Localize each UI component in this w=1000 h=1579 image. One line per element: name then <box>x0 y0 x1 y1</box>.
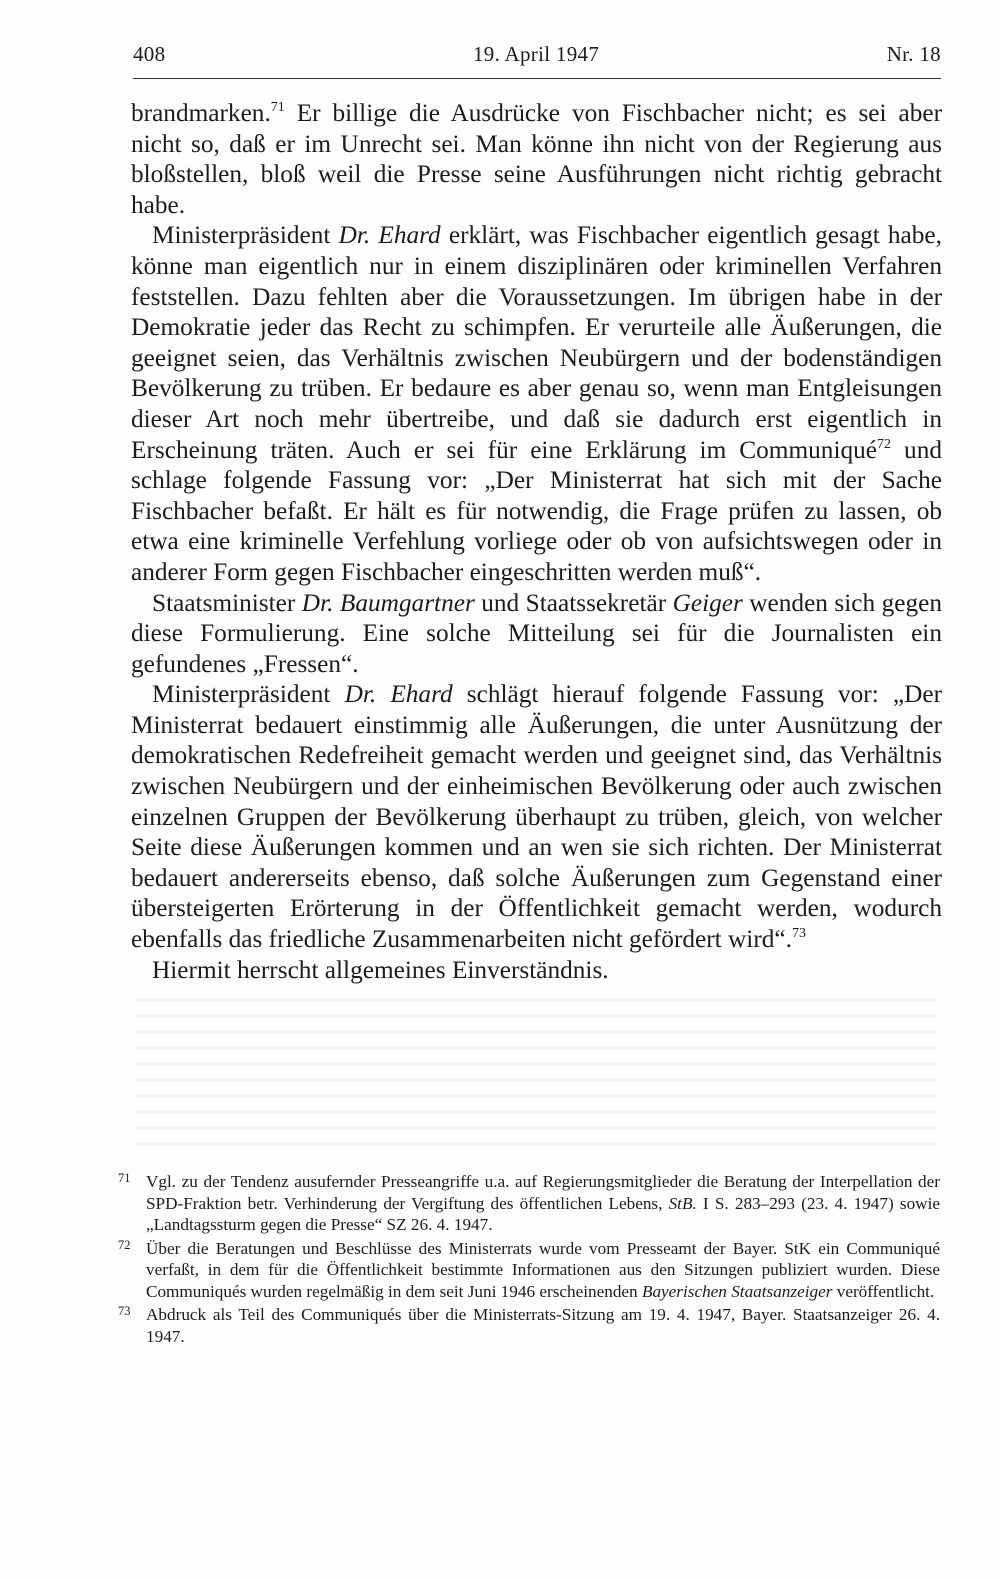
footnote-number: 71 <box>118 1171 131 1185</box>
text-run: Hiermit herrscht allgemeines Einverständnis. <box>152 955 609 984</box>
paragraph <box>131 220 942 587</box>
text-run: I S. 283–293 (23. 4. 1947) sowie „Landtagssturm gegen die Presse“ SZ 26. 4. 1947. <box>146 1193 940 1234</box>
italic-name: Dr. Ehard <box>338 221 441 250</box>
text-run: Ministerpräsident <box>152 221 339 250</box>
paragraph <box>131 679 942 954</box>
footnote-text <box>146 1239 940 1301</box>
footnote <box>118 1238 940 1303</box>
footnotes <box>118 1171 940 1349</box>
header-rule <box>133 78 941 79</box>
text-run: wenden sich gegen diese Formulierung. Eine solche Mitteilung sei für die Journalisten ein gefundenes „Fressen“. <box>131 588 942 678</box>
body-text <box>131 98 942 985</box>
header-document-number: Nr. 18 <box>886 42 941 66</box>
footnote-reference: 71 <box>270 100 285 115</box>
paragraph <box>131 955 942 986</box>
footnote-reference: 72 <box>877 436 892 452</box>
header-date: 19. April 1947 <box>473 42 600 66</box>
text-run: und Staatssekretär <box>474 588 673 617</box>
paragraph <box>131 98 942 220</box>
text-run: Staatsminister <box>152 588 302 617</box>
text-run: Er billige die Ausdrücke von Fischbacher nicht; es sei aber nicht so, daß er im Unrecht sei. Man könne ihn nicht von der Regierung aus bloßstellen, bloß weil die Presse seine Ausführungen nicht richtig gebracht habe. <box>131 99 942 219</box>
text-run: und schlage folgende Fassung vor: „Der Ministerrat hat sich mit der Sache Fischbacher befaßt. Er hält es für notwendig, die Frage prüfen zu lassen, ob etwa eine kriminelle Verfehlung vorliege oder ob von aufsichtswegen oder in anderer Form gegen Fischbacher eingeschritten werden muß“. <box>131 435 942 586</box>
text-run: Abdruck als Teil des Communiqués über die Ministerrats-Sitzung am 19. 4. 1947, Bayer. Staatsanzeiger 26. 4. 1947. <box>146 1305 940 1346</box>
text-run: Ministerpräsident <box>152 680 345 709</box>
italic-name: Dr. Baumgartner <box>301 588 475 617</box>
text-run: Vgl. zu der Tendenz ausufernder Presseangriffe u.a. auf Regierungsmitglieder die Beratung der Interpellation der SPD-Fraktion betr. Verhinderung der Vergiftung des öffentlichen Lebens, <box>146 1172 940 1213</box>
text-run: Über die Beratungen und Beschlüsse des Ministerrats wurde vom Presseamt der Bayer. StK ein Communiqué verfaßt, in dem für die Öffentlichkeit bestimmte Informationen aus den Sitzungen publiziert wurden. Diese Communiqués wurden regelmäßig in dem seit Juni 1946 erscheinenden <box>146 1238 940 1301</box>
italic-name: Geiger <box>672 588 743 617</box>
footnote-number: 72 <box>118 1237 131 1252</box>
italic-name: StB. <box>668 1193 697 1213</box>
footnote-reference: 73 <box>791 926 806 942</box>
footnote-text <box>146 1172 940 1234</box>
page-number: 408 <box>133 42 166 66</box>
text-run: schlägt hierauf folgende Fassung vor: „Der Ministerrat bedauert einstimmig alle Äußerungen, die unter Ausnützung der demokratischen Redefreiheit gemacht werden und geeignet sind, das Verhältnis zwischen Neubürgern und der einheimischen Bevölkerung oder auch zwischen einzelnen Gruppen der Bevölkerung überhaupt zu trüben, gleich, von welcher Seite diese Äußerungen kommen und an wen sie sich richten. Der Ministerrat bedauert andererseits ebenso, daß solche Äußerungen zum Gegenstand einer übersteigerten Erörterung in der Öffentlichkeit gemacht werden, wodurch ebenfalls das friedliche Zusammenarbeiten nicht gefördert wird“. <box>131 680 942 954</box>
bleed-through-texture <box>135 985 935 1155</box>
italic-name: Bayerischen Staatsanzeiger <box>641 1281 833 1301</box>
italic-name: Dr. Ehard <box>344 680 453 709</box>
text-run: erklärt, was Fischbacher eigentlich gesagt habe, könne man eigentlich nur in einem disziplinären oder kriminellen Verfahren feststellen. Dazu fehlten aber die Voraussetzungen. Im übrigen habe in der Demokratie jeder das Recht zu schimpfen. Er verurteile alle Äußerungen, die geeignet seien, das Verhältnis zwischen Neubürgern und der bodenständigen Bevölkerung zu trüben. Er bedaure es aber genau so, wenn man Entgleisungen dieser Art noch mehr übertreibe, und daß sie dadurch erst eigentlich in Erscheinung träten. Auch er sei für eine Erklärung im Communiqué <box>131 221 942 464</box>
running-header <box>133 42 941 82</box>
footnote-number: 73 <box>118 1304 131 1318</box>
text-run: veröffentlicht. <box>832 1281 935 1301</box>
footnote-text <box>146 1305 940 1346</box>
paragraph <box>131 588 942 680</box>
footnote <box>118 1304 940 1347</box>
text-run: brandmarken. <box>131 99 271 127</box>
footnote <box>118 1171 940 1236</box>
